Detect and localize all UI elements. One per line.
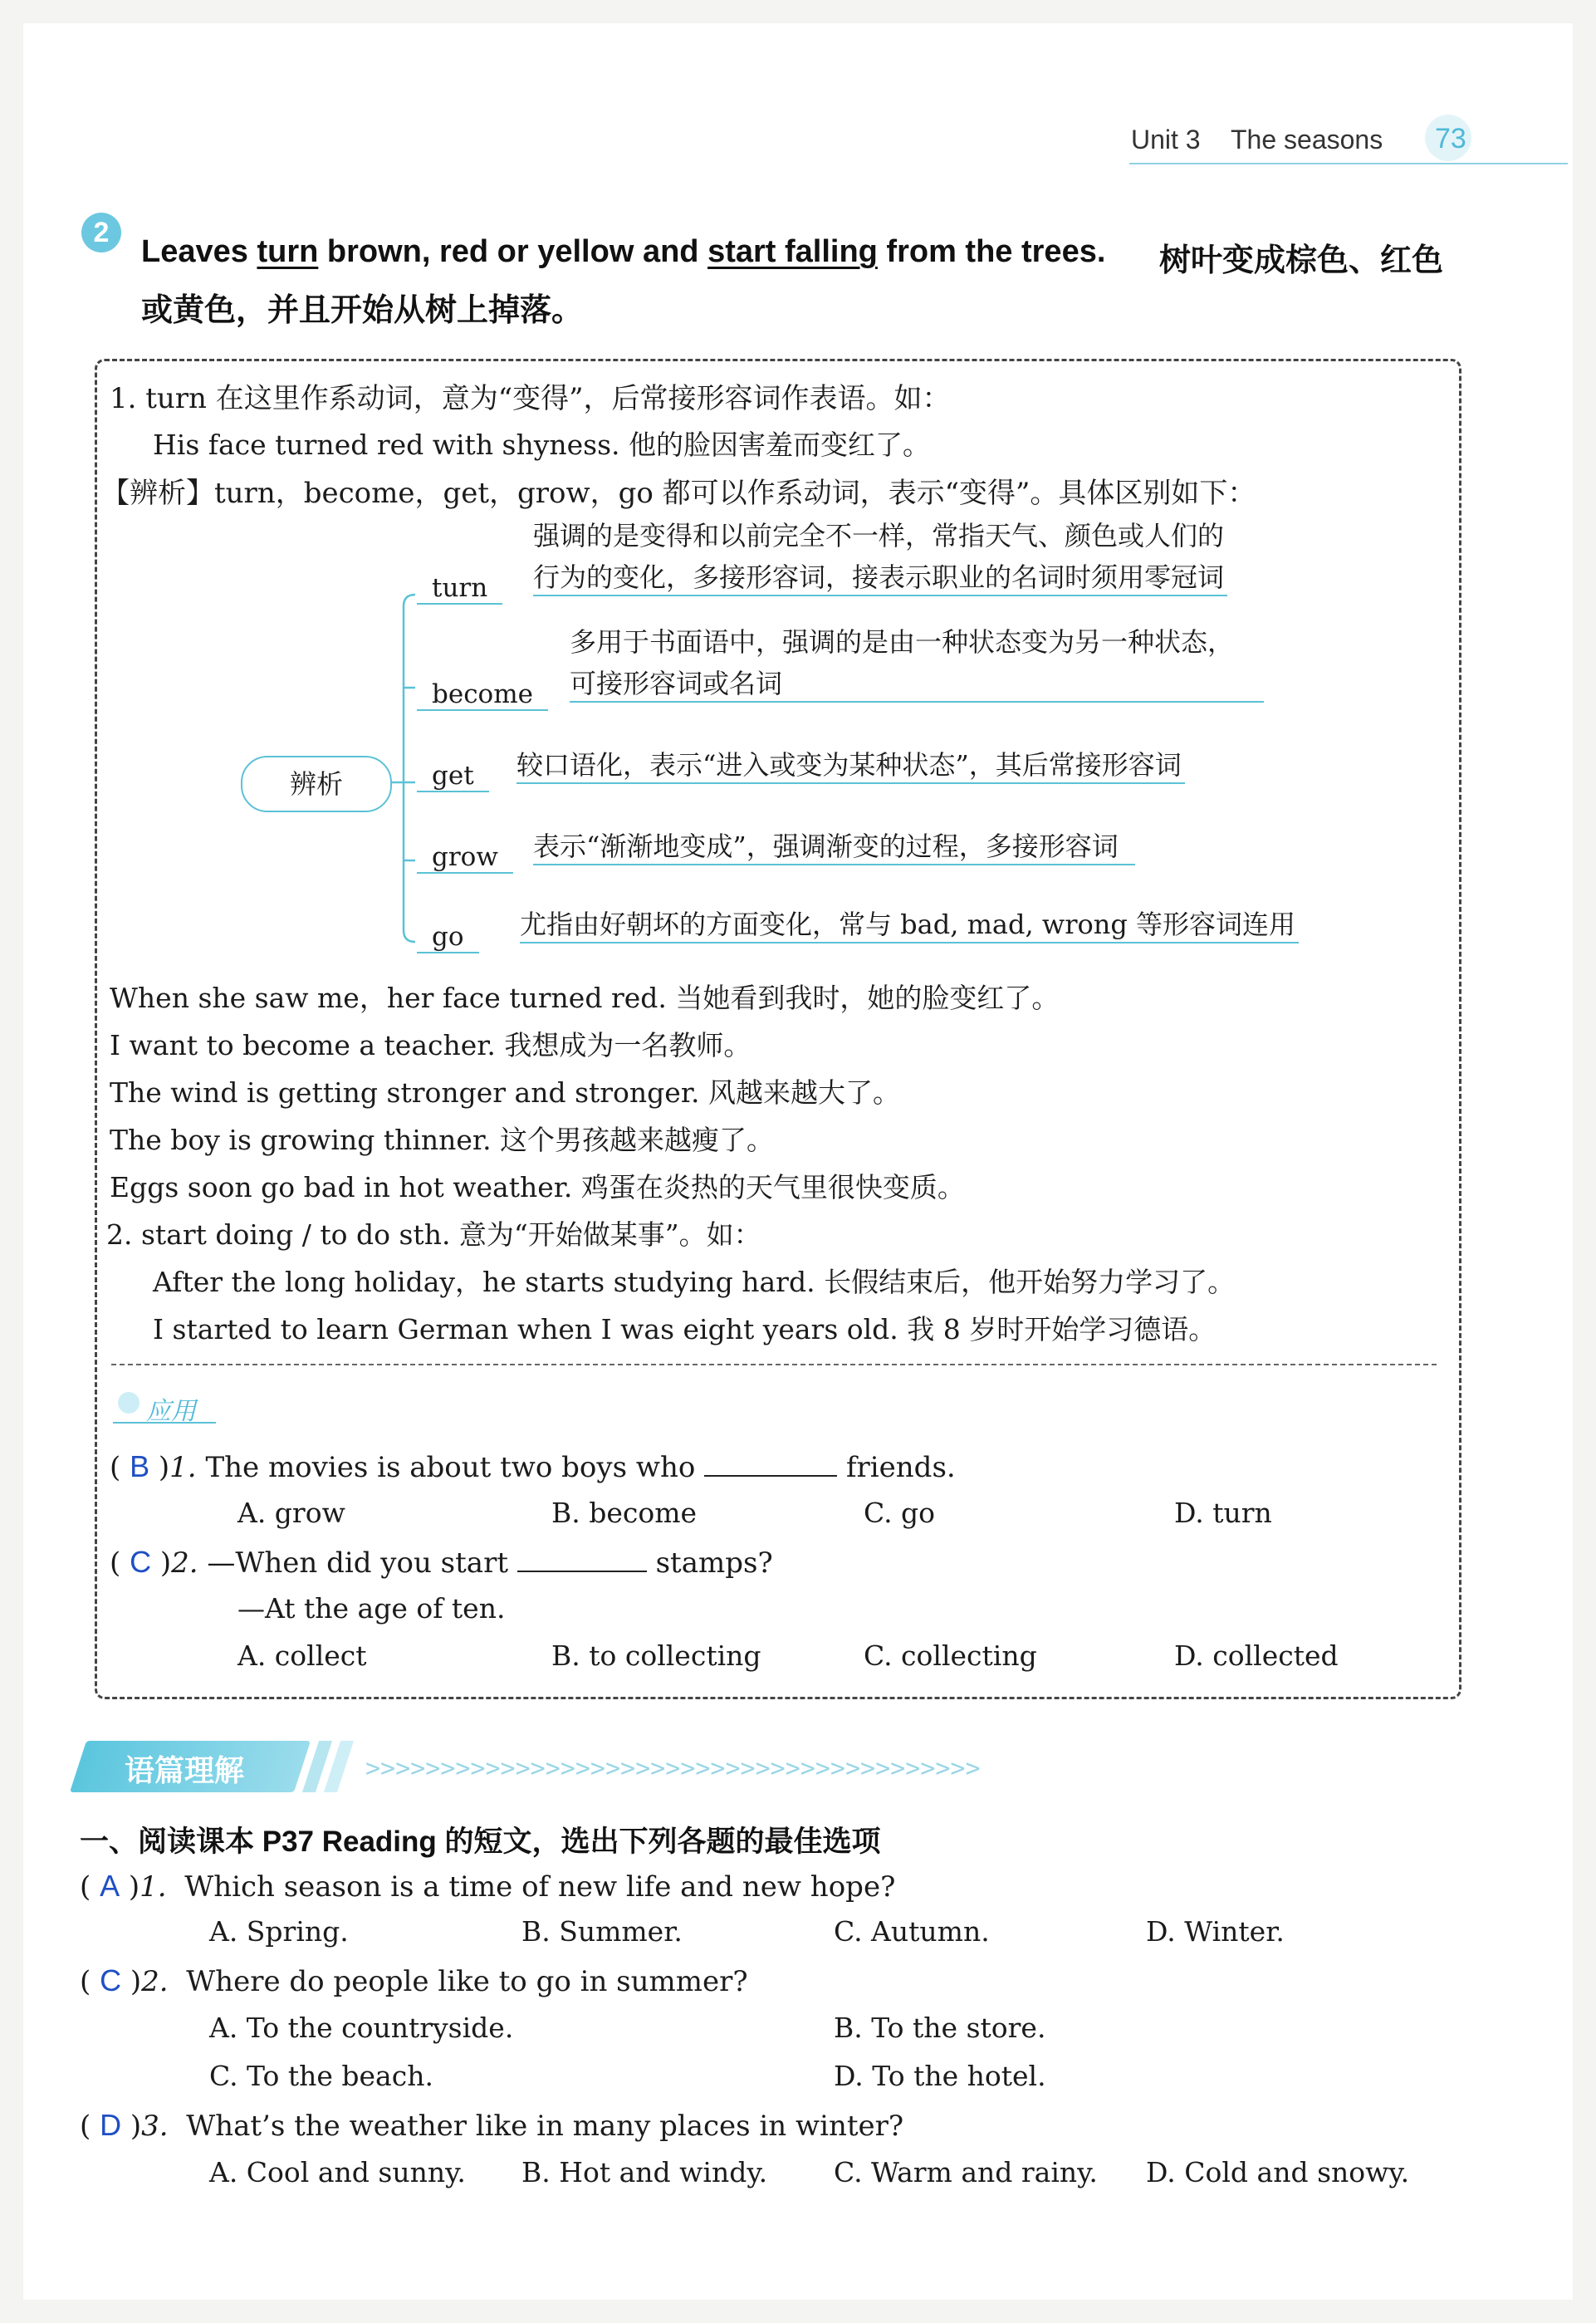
answer-mark: A xyxy=(100,1869,120,1903)
note-1-example: His face turned red with shyness. 他的脸因害羞而变红了。 xyxy=(153,429,931,461)
note-2-example: I started to learn German when I was eight years old. 我 8 岁时开始学习德语。 xyxy=(153,1313,1217,1345)
example-line: The boy is growing thinner. 这个男孩越来越瘦了。 xyxy=(110,1124,775,1156)
banner-arrows: >>>>>>>>>>>>>>>>>>>>>>>>>>>>>>>>>>>>>>>>> xyxy=(365,1754,981,1783)
desc-go: 尤指由好朝坏的方面变化，常与 bad, mad, wrong 等形容词连用 xyxy=(520,904,1299,943)
question-number: 1. xyxy=(169,1451,197,1484)
option: D. Winter. xyxy=(1146,1915,1285,1948)
question-number: 2. xyxy=(171,1546,198,1580)
desc-become-2: 可接形容词或名词 xyxy=(570,663,1264,703)
sentence-part: from the trees. xyxy=(877,234,1106,269)
question-stem: —When did you start xyxy=(207,1546,508,1580)
desc-turn-1: 强调的是变得和以前完全不一样，常指天气、颜色或人们的 xyxy=(533,520,1225,551)
example-line: Eggs soon go bad in hot weather. 鸡蛋在炎热的天气里很快变质。 xyxy=(110,1171,965,1203)
node-become: become xyxy=(417,679,548,711)
option: D. turn xyxy=(1174,1497,1272,1529)
note-2: 2. start doing / to do sth. 意为“开始做某事”。如： xyxy=(106,1218,761,1251)
option: C. Autumn. xyxy=(834,1915,990,1948)
option: D. Cold and snowy. xyxy=(1146,2156,1410,2188)
answer-mark: C xyxy=(130,1545,152,1579)
answer-blank xyxy=(704,1472,837,1477)
desc-become-1: 多用于书面语中，强调的是由一种状态变为另一种状态， xyxy=(570,626,1235,658)
option: C. To the beach. xyxy=(209,2060,433,2092)
option: A. collect xyxy=(237,1639,367,1672)
reading-question-2: ( C )2. Where do people like to go in summer? xyxy=(80,1963,748,1998)
question-number: 1. xyxy=(140,1870,167,1904)
question-number: 2. xyxy=(141,1965,169,1998)
note-1: 1. turn 在这里作系动词，意为“变得”，后常接形容词作表语。如： xyxy=(110,382,951,415)
point-number-badge: 2 xyxy=(81,213,121,252)
dialogue-line: —At the age of ten. xyxy=(237,1592,506,1625)
mindmap-root: 辨析 xyxy=(241,756,392,812)
moon-icon xyxy=(118,1392,140,1414)
unit-label: Unit 3 xyxy=(1131,125,1201,154)
notes-divider xyxy=(111,1364,1437,1365)
option: B. Hot and windy. xyxy=(521,2156,768,2188)
option: A. Cool and sunny. xyxy=(209,2156,466,2188)
point-translation: 树叶变成棕色、红色 xyxy=(1159,243,1444,278)
question-stem: The movies is about two boys who xyxy=(205,1451,696,1484)
question-number: 3. xyxy=(141,2110,169,2143)
example-line: The wind is getting stronger and stronger. 风越来越大了。 xyxy=(110,1076,900,1109)
answer-mark: B xyxy=(130,1449,150,1483)
page-number: 73 xyxy=(1435,123,1466,154)
sentence-part: Leaves xyxy=(141,234,257,269)
node-turn: turn xyxy=(417,573,502,605)
question-stem: friends. xyxy=(845,1451,956,1484)
option: A. grow xyxy=(237,1497,345,1529)
connector-trunk xyxy=(404,595,415,942)
option: D. collected xyxy=(1174,1639,1339,1672)
node-go: go xyxy=(417,922,479,953)
desc-turn-2: 行为的变化，多接形容词，接表示职业的名词时须用零冠词 xyxy=(533,556,1227,596)
option: B. to collecting xyxy=(551,1639,761,1672)
option: C. Warm and rainy. xyxy=(834,2156,1098,2188)
reading-question-1: ( A )1. Which season is a time of new life and new hope? xyxy=(80,1869,896,1904)
option: A. To the countryside. xyxy=(209,2012,514,2044)
desc-grow: 表示“渐渐地变成”，强调渐变的过程，多接形容词 xyxy=(533,826,1135,865)
keyword-start-falling: start falling xyxy=(707,234,878,269)
option: B. Summer. xyxy=(521,1915,683,1948)
app-question-1: ( B )1. The movies is about two boys who friends. xyxy=(110,1449,956,1484)
question-stem: Which season is a time of new life and new hope? xyxy=(184,1870,896,1904)
example-line: I want to become a teacher. 我想成为一名教师。 xyxy=(110,1029,751,1061)
sentence-part: brown, red or yellow and xyxy=(318,234,708,269)
option: C. go xyxy=(864,1497,936,1529)
section-banner-title: 语篇理解 xyxy=(125,1754,245,1788)
option: D. To the hotel. xyxy=(834,2060,1046,2092)
reading-question-3: ( D )3. What’s the weather like in many places in winter? xyxy=(80,2108,904,2143)
note-2-example: After the long holiday，he starts studying hard. 长假结束后，他开始努力学习了。 xyxy=(153,1266,1236,1298)
keyword-turn: turn xyxy=(257,234,319,269)
node-get: get xyxy=(417,761,489,792)
reading-instruction: 一、阅读课本 P37 Reading 的短文，选出下列各题的最佳选项 xyxy=(80,1826,881,1858)
question-stem: stamps? xyxy=(655,1546,773,1580)
node-grow: grow xyxy=(417,842,513,874)
app-question-2: ( C )2. —When did you start stamps? xyxy=(110,1545,773,1580)
point-translation-cont: 或黄色，并且开始从树上掉落。 xyxy=(141,293,584,328)
question-stem: What’s the weather like in many places in winter? xyxy=(186,2110,904,2143)
question-stem: Where do people like to go in summer? xyxy=(186,1965,748,1998)
application-label: 应用 xyxy=(146,1397,196,1426)
answer-mark: C xyxy=(100,1963,122,1997)
option: B. become xyxy=(551,1497,698,1529)
answer-mark: D xyxy=(100,2108,122,2142)
answer-blank xyxy=(517,1567,647,1572)
option: B. To the store. xyxy=(834,2012,1046,2044)
analysis-line: 【辨析】turn，become，get，grow，go 都可以作系动词，表示“变得”。具体区别如下： xyxy=(101,477,1256,510)
unit-title: The seasons xyxy=(1231,125,1383,154)
option: C. collecting xyxy=(864,1639,1037,1672)
example-line: When she saw me，her face turned red. 当她看到我时，她的脸变红了。 xyxy=(110,982,1060,1014)
desc-get: 较口语化，表示“进入或变为某种状态”，其后常接形容词 xyxy=(516,744,1185,784)
option: A. Spring. xyxy=(209,1915,349,1948)
